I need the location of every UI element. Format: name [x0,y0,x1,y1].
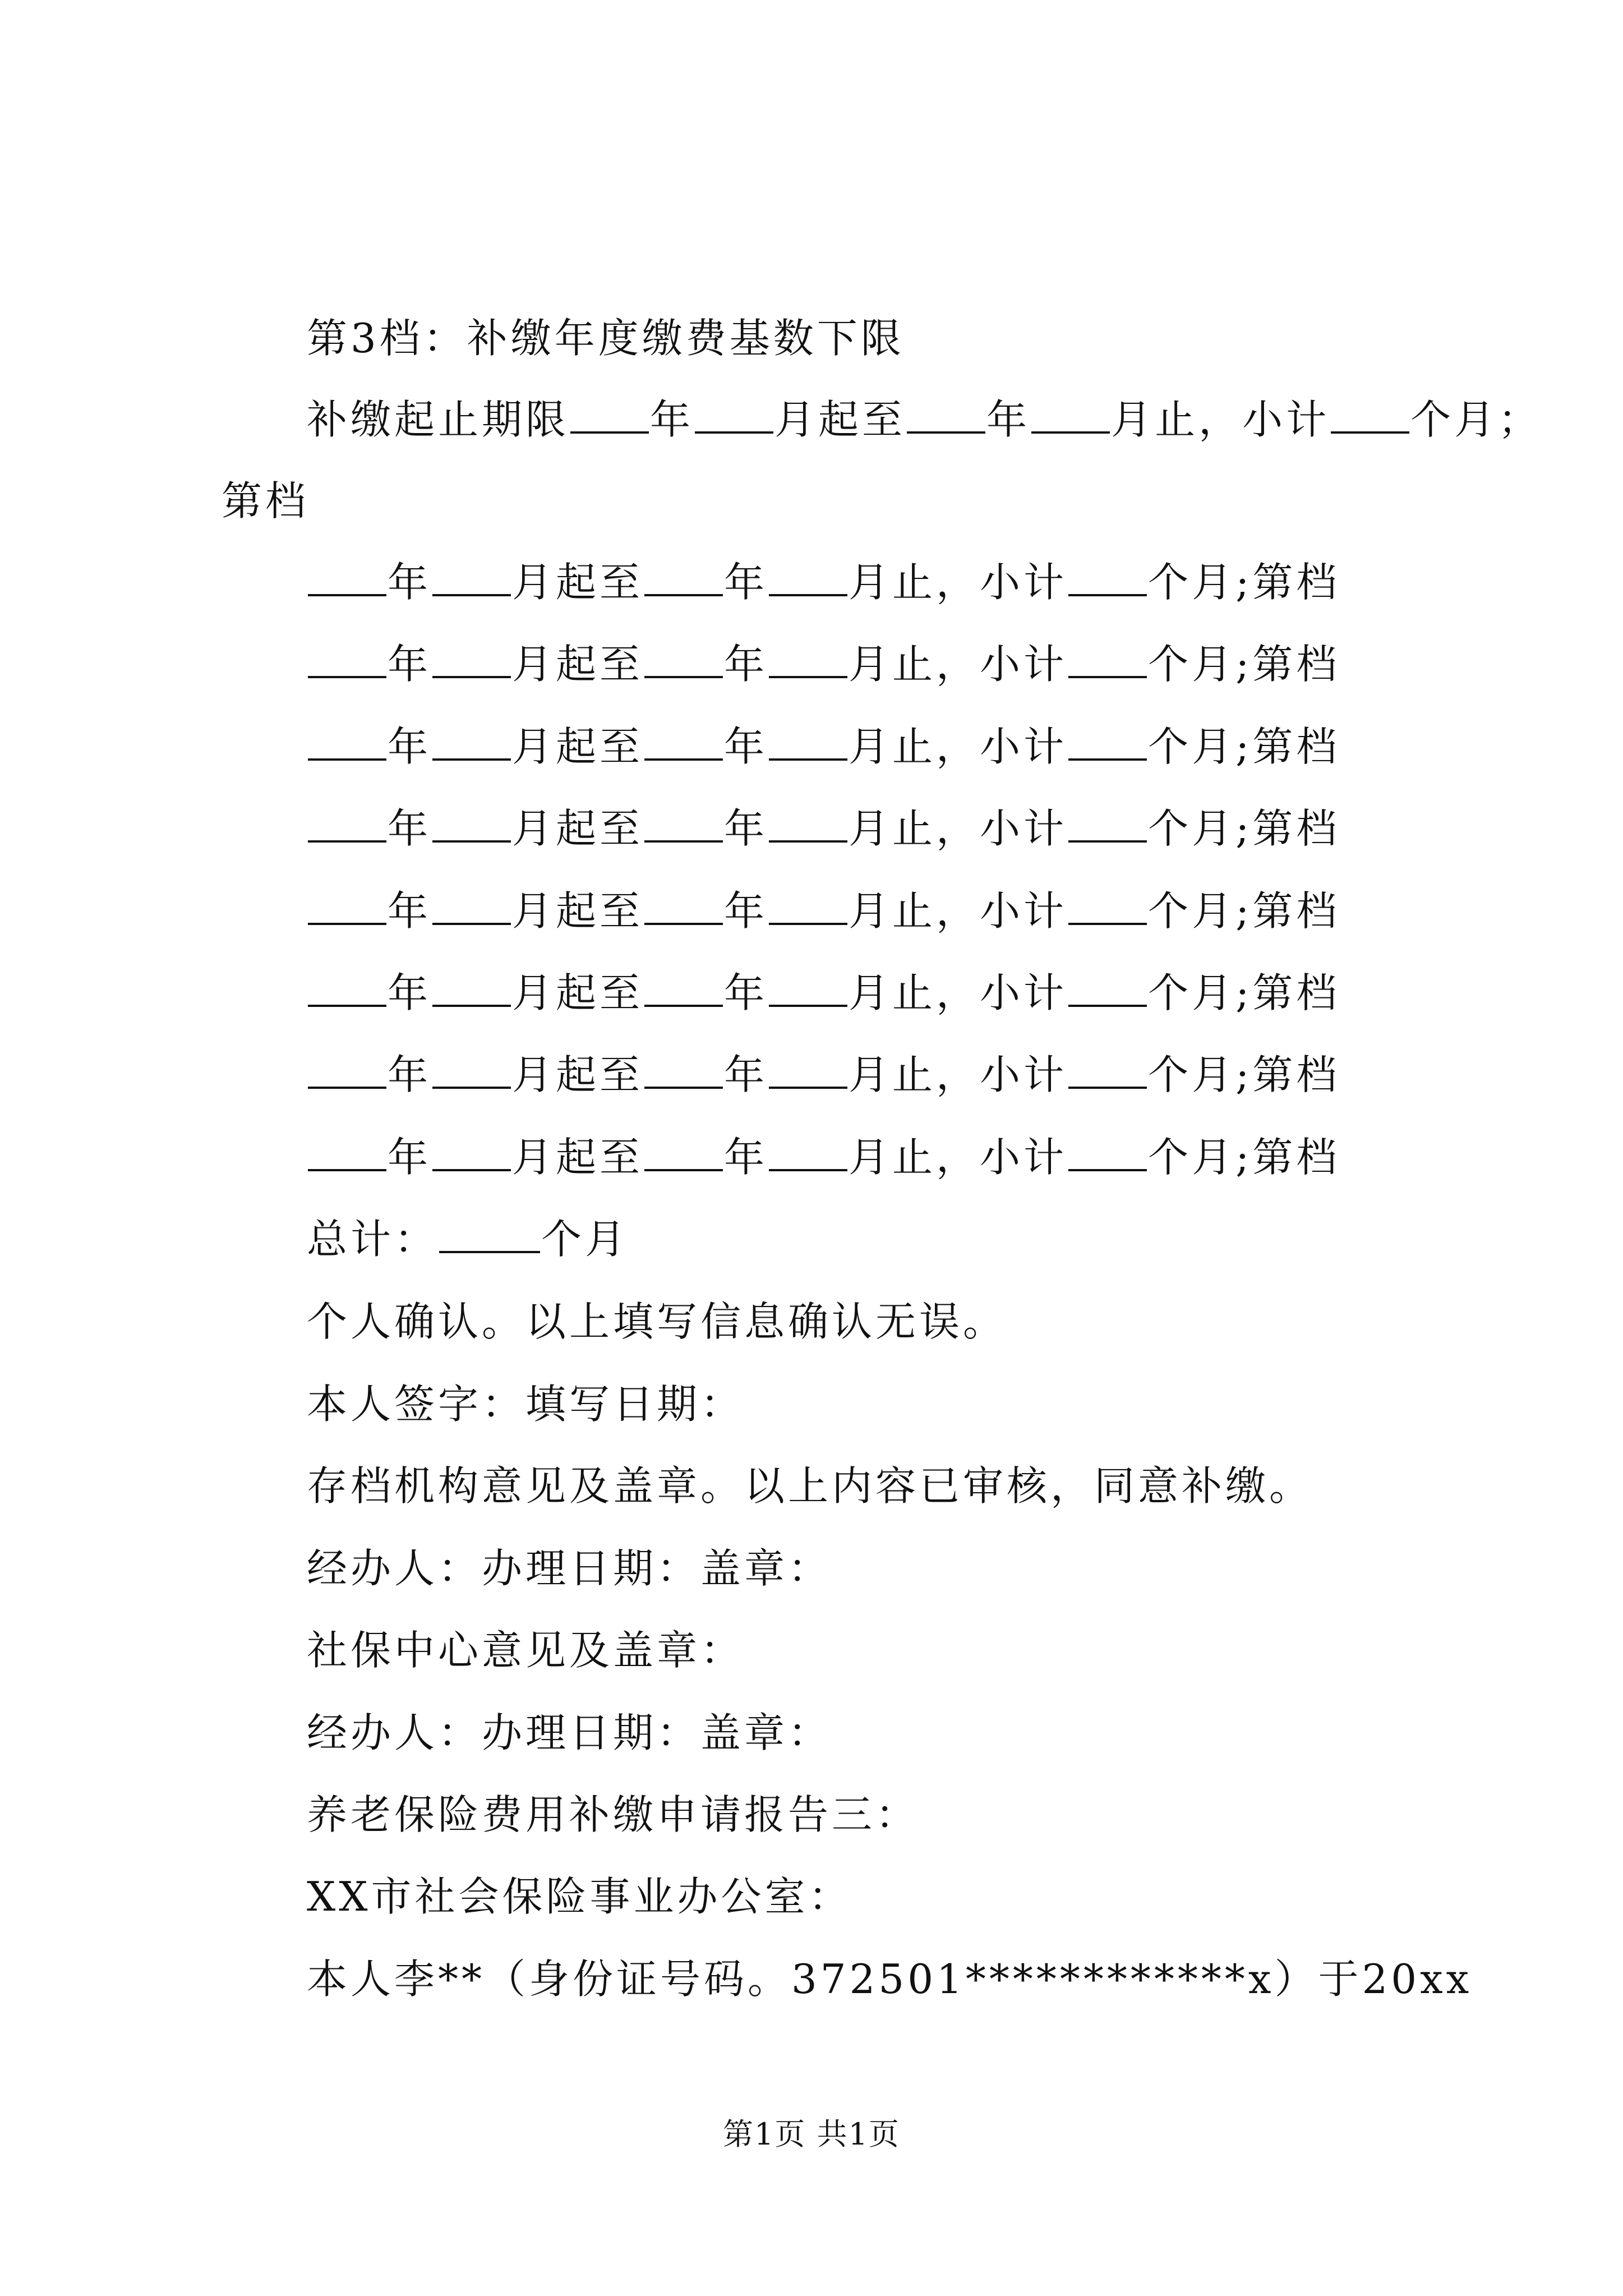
count-blank [1068,1054,1147,1089]
year-blank [644,726,723,761]
month-blank [769,562,847,596]
month-from-label: 月起至 [512,805,644,852]
period-row [307,884,1340,938]
month-to-label: 月止，小计 [849,641,1068,688]
month-blank [432,643,511,678]
month-blank [769,1137,847,1171]
page-footer: 第1页 共1页 [723,2116,900,2152]
year-blank [308,972,386,1007]
month-from-label: 月起至 [512,559,644,606]
period-row [307,966,1340,1020]
period-row [307,555,1340,609]
signature-line: 本人签字：填写日期： [307,1381,745,1428]
month-blank [1031,399,1110,434]
year-blank [308,726,386,761]
year-label: 年 [388,969,432,1016]
month-from-label: 月起至 [512,723,644,770]
months-tier-label: 个月;第档 [1148,641,1340,688]
year-label: 年 [724,559,768,606]
year-blank [644,890,723,925]
year-blank [907,399,985,434]
count-blank [1068,1137,1147,1171]
year-blank [644,1137,723,1171]
period-row [307,720,1340,774]
period-first-row [307,393,1542,447]
month-blank [695,399,773,434]
month-blank [432,808,511,843]
year-label: 年 [388,559,432,606]
year-label: 年 [724,805,768,852]
month-from-label: 月起至 [512,1134,644,1181]
total-unit: 个月 [541,1216,629,1263]
period-row [307,637,1340,691]
report-title: 养老保险费用补缴申请报告三： [307,1791,920,1838]
month-blank [769,643,847,678]
months-tier-label: 个月;第档 [1148,1051,1340,1098]
period-row [307,1130,1340,1184]
year-blank [644,643,723,678]
year-blank [644,1054,723,1089]
period-row [307,1048,1340,1102]
month-blank [432,1054,511,1089]
year-label: 年 [388,1134,432,1181]
period-intro-label: 补缴起止期限 [307,396,570,443]
months-label: 个月； [1410,396,1542,443]
year-blank [644,562,723,596]
year-label: 年 [388,723,432,770]
social-center-opinion: 社保中心意见及盖章： [307,1627,745,1674]
year-label: 年 [650,396,694,443]
count-blank [1068,972,1147,1007]
year-label: 年 [724,723,768,770]
period-row [307,802,1340,855]
year-label: 年 [388,641,432,688]
months-tier-label: 个月;第档 [1148,887,1340,935]
total-blank [439,1218,540,1253]
archive-opinion: 存档机构意见及盖章。以上内容已审核，同意补缴。 [307,1462,1313,1510]
count-blank [1331,399,1409,434]
year-blank [644,808,723,843]
month-blank [432,726,511,761]
tier-wrap-text: 第档 [222,477,310,524]
month-to-label: 月止，小计 [849,805,1068,852]
count-blank [1068,726,1147,761]
count-blank [1068,808,1147,843]
months-tier-label: 个月;第档 [1148,1134,1340,1181]
months-tier-label: 个月;第档 [1148,805,1340,852]
month-blank [432,972,511,1007]
month-from-label: 月起至 [512,1051,644,1098]
total-line [307,1212,629,1266]
month-from-label: 月起至 [512,887,644,935]
year-blank [308,562,386,596]
month-blank [432,1137,511,1171]
personal-confirm: 个人确认。以上填写信息确认无误。 [307,1298,1007,1345]
heading-tier-3: 第3档：补缴年度缴费基数下限 [307,315,905,362]
months-tier-label: 个月;第档 [1148,559,1340,606]
year-blank [570,399,649,434]
year-label: 年 [986,396,1031,443]
year-blank [308,1137,386,1171]
month-to-label: 月止，小计 [849,1134,1068,1181]
addressee: XX市社会保险事业办公室： [307,1873,852,1920]
month-blank [769,726,847,761]
year-label: 年 [388,805,432,852]
month-blank [769,890,847,925]
count-blank [1068,643,1147,678]
count-blank [1068,562,1147,596]
year-label: 年 [724,1051,768,1098]
month-from-label: 月起至 [774,396,906,443]
month-blank [769,808,847,843]
months-tier-label: 个月;第档 [1148,723,1340,770]
month-from-label: 月起至 [512,641,644,688]
handler-line: 经办人：办理日期：盖章： [307,1709,832,1756]
month-to-label: 月止，小计 [849,969,1068,1016]
year-blank [308,643,386,678]
month-from-label: 月起至 [512,969,644,1016]
year-label: 年 [724,969,768,1016]
month-to-label: 月止，小计 [849,559,1068,606]
month-blank [769,1054,847,1089]
month-to-label: 月止，小计 [849,723,1068,770]
total-label: 总计： [307,1216,439,1263]
months-tier-label: 个月;第档 [1148,969,1340,1016]
year-label: 年 [724,1134,768,1181]
count-blank [1068,890,1147,925]
body-paragraph-start: 本人李**（身份证号码。372501************x）于20xx [307,1955,1473,2003]
month-blank [432,890,511,925]
year-blank [308,808,386,843]
month-to-label: 月止，小计 [1111,396,1330,443]
month-blank [432,562,511,596]
month-to-label: 月止，小计 [849,1051,1068,1098]
year-blank [308,1054,386,1089]
year-blank [308,890,386,925]
year-label: 年 [388,887,432,935]
year-label: 年 [388,1051,432,1098]
year-label: 年 [724,641,768,688]
month-to-label: 月止，小计 [849,887,1068,935]
month-blank [769,972,847,1007]
year-label: 年 [724,887,768,935]
year-blank [644,972,723,1007]
handler-line: 经办人：办理日期：盖章： [307,1545,832,1592]
